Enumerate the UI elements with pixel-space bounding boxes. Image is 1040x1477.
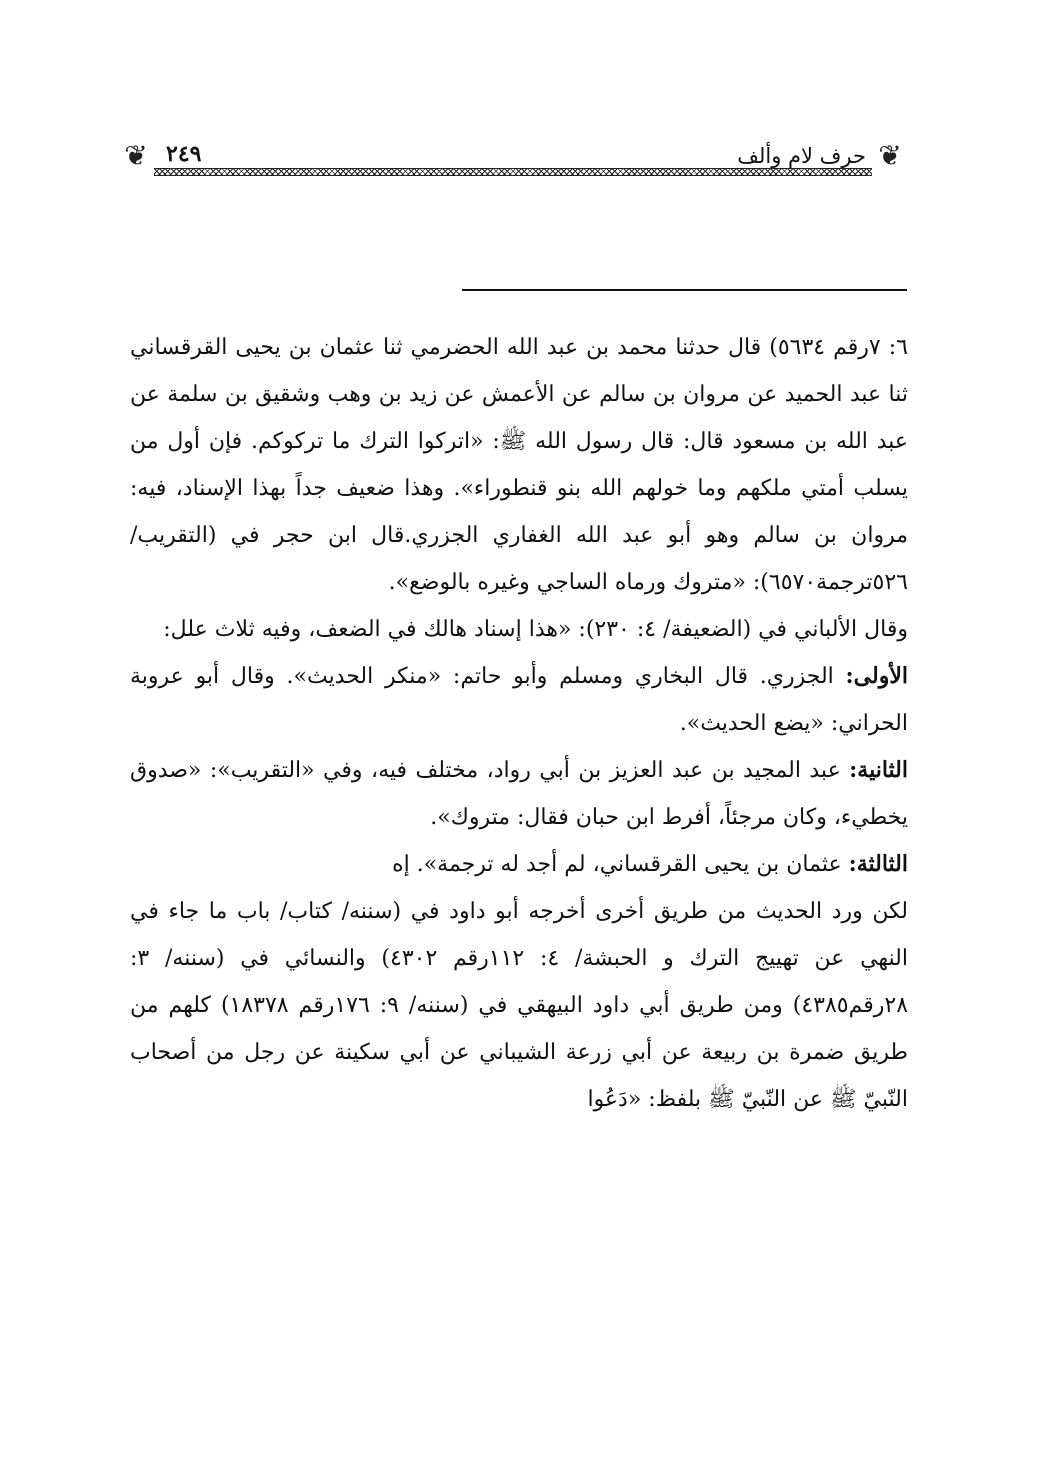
paragraph-text: لكن ورد الحديث من طريق أخرى أخرجه أبو داود في (سننه/ كتاب/ باب ما جاء في النهي عن تهييج الترك و الحبشة/ ٤: ١١٢رقم ٤٣٠٢) والنسائي في (سننه/ ٣: ٢٨رقم٤٣٨٥) ومن طريق أبي داود البيهقي في (سننه/ ٩: ١٧٦رقم ١٨٣٧٨) كلهم من طريق ضمرة بن ربيعة عن أبي زرعة الشيباني عن أبي سكينة عن رجل من أصحاب النّبيّ ﷺ عن النّبيّ ﷺ بلفظ: «دَعُوا — [130, 899, 909, 1112]
paragraph-label: الثانية: — [849, 757, 908, 783]
paragraph-text: عبد المجيد بن عبد العزيز بن أبي رواد، مختلف فيه، وفي «التقريب»: «صدوق يخطيء، وكان مرجئاً، أفرط ابن حبان فقال: متروك». — [130, 758, 908, 830]
page-header — [118, 138, 908, 178]
page-number: ٢٤٩ — [166, 141, 202, 167]
header-decorative-rule — [154, 168, 872, 176]
paragraph-text: الجزري. قال البخاري ومسلم وأبو حاتم: «منكر الحديث». وقال أبو عروبة الحراني: «يضع الحديث». — [130, 664, 908, 736]
paragraph-text: وقال الألباني في (الضعيفة/ ٤: ٢٣٠): «هذا إسناد هالك في الضعف، وفيه ثلاث علل: — [163, 617, 908, 642]
footnote-text — [130, 324, 908, 1123]
paragraph-1 — [130, 324, 908, 606]
paragraph-label: الثالثة: — [848, 851, 908, 877]
paragraph-text: ٦: ٧رقم ٥٦٣٤) قال حدثنا محمد بن عبد الله الحضرمي ثنا عثمان بن يحيى القرقساني ثنا عبد الحميد عن مروان بن سالم عن الأعمش عن زيد بن وهب وشقيق بن سلمة عن عبد الله بن مسعود قال: قال رسول الله ﷺ: «اتركوا الترك ما تركوكم. فإن أول من يسلب أمتي ملكهم وما خولهم الله بنو قنطوراء». وهذا ضعيف جداً بهذا الإسناد، فيه: مروان بن سالم وهو أبو عبد الله الغفاري الجزري.قال ابن حجر في (التقريب/ ٥٢٦ترجمة٦٥٧٠): «متروك ورماه الساجي وغيره بالوضع». — [130, 335, 908, 595]
footnote-separator — [462, 289, 907, 291]
paragraph-text: عثمان بن يحيى القرقساني، لم أجد له ترجمة». إه — [392, 852, 849, 877]
ornament-right-icon: ❦ — [878, 139, 902, 172]
ornament-left-icon: ❦ — [124, 139, 148, 172]
paragraph-4 — [130, 747, 908, 841]
paragraph-label: الأولى: — [845, 663, 908, 689]
paragraph-6 — [130, 888, 908, 1123]
paragraph-3 — [130, 653, 908, 747]
paragraph-2 — [130, 606, 908, 653]
chapter-title: حرف لام وألف — [737, 144, 866, 168]
paragraph-5 — [130, 841, 908, 888]
